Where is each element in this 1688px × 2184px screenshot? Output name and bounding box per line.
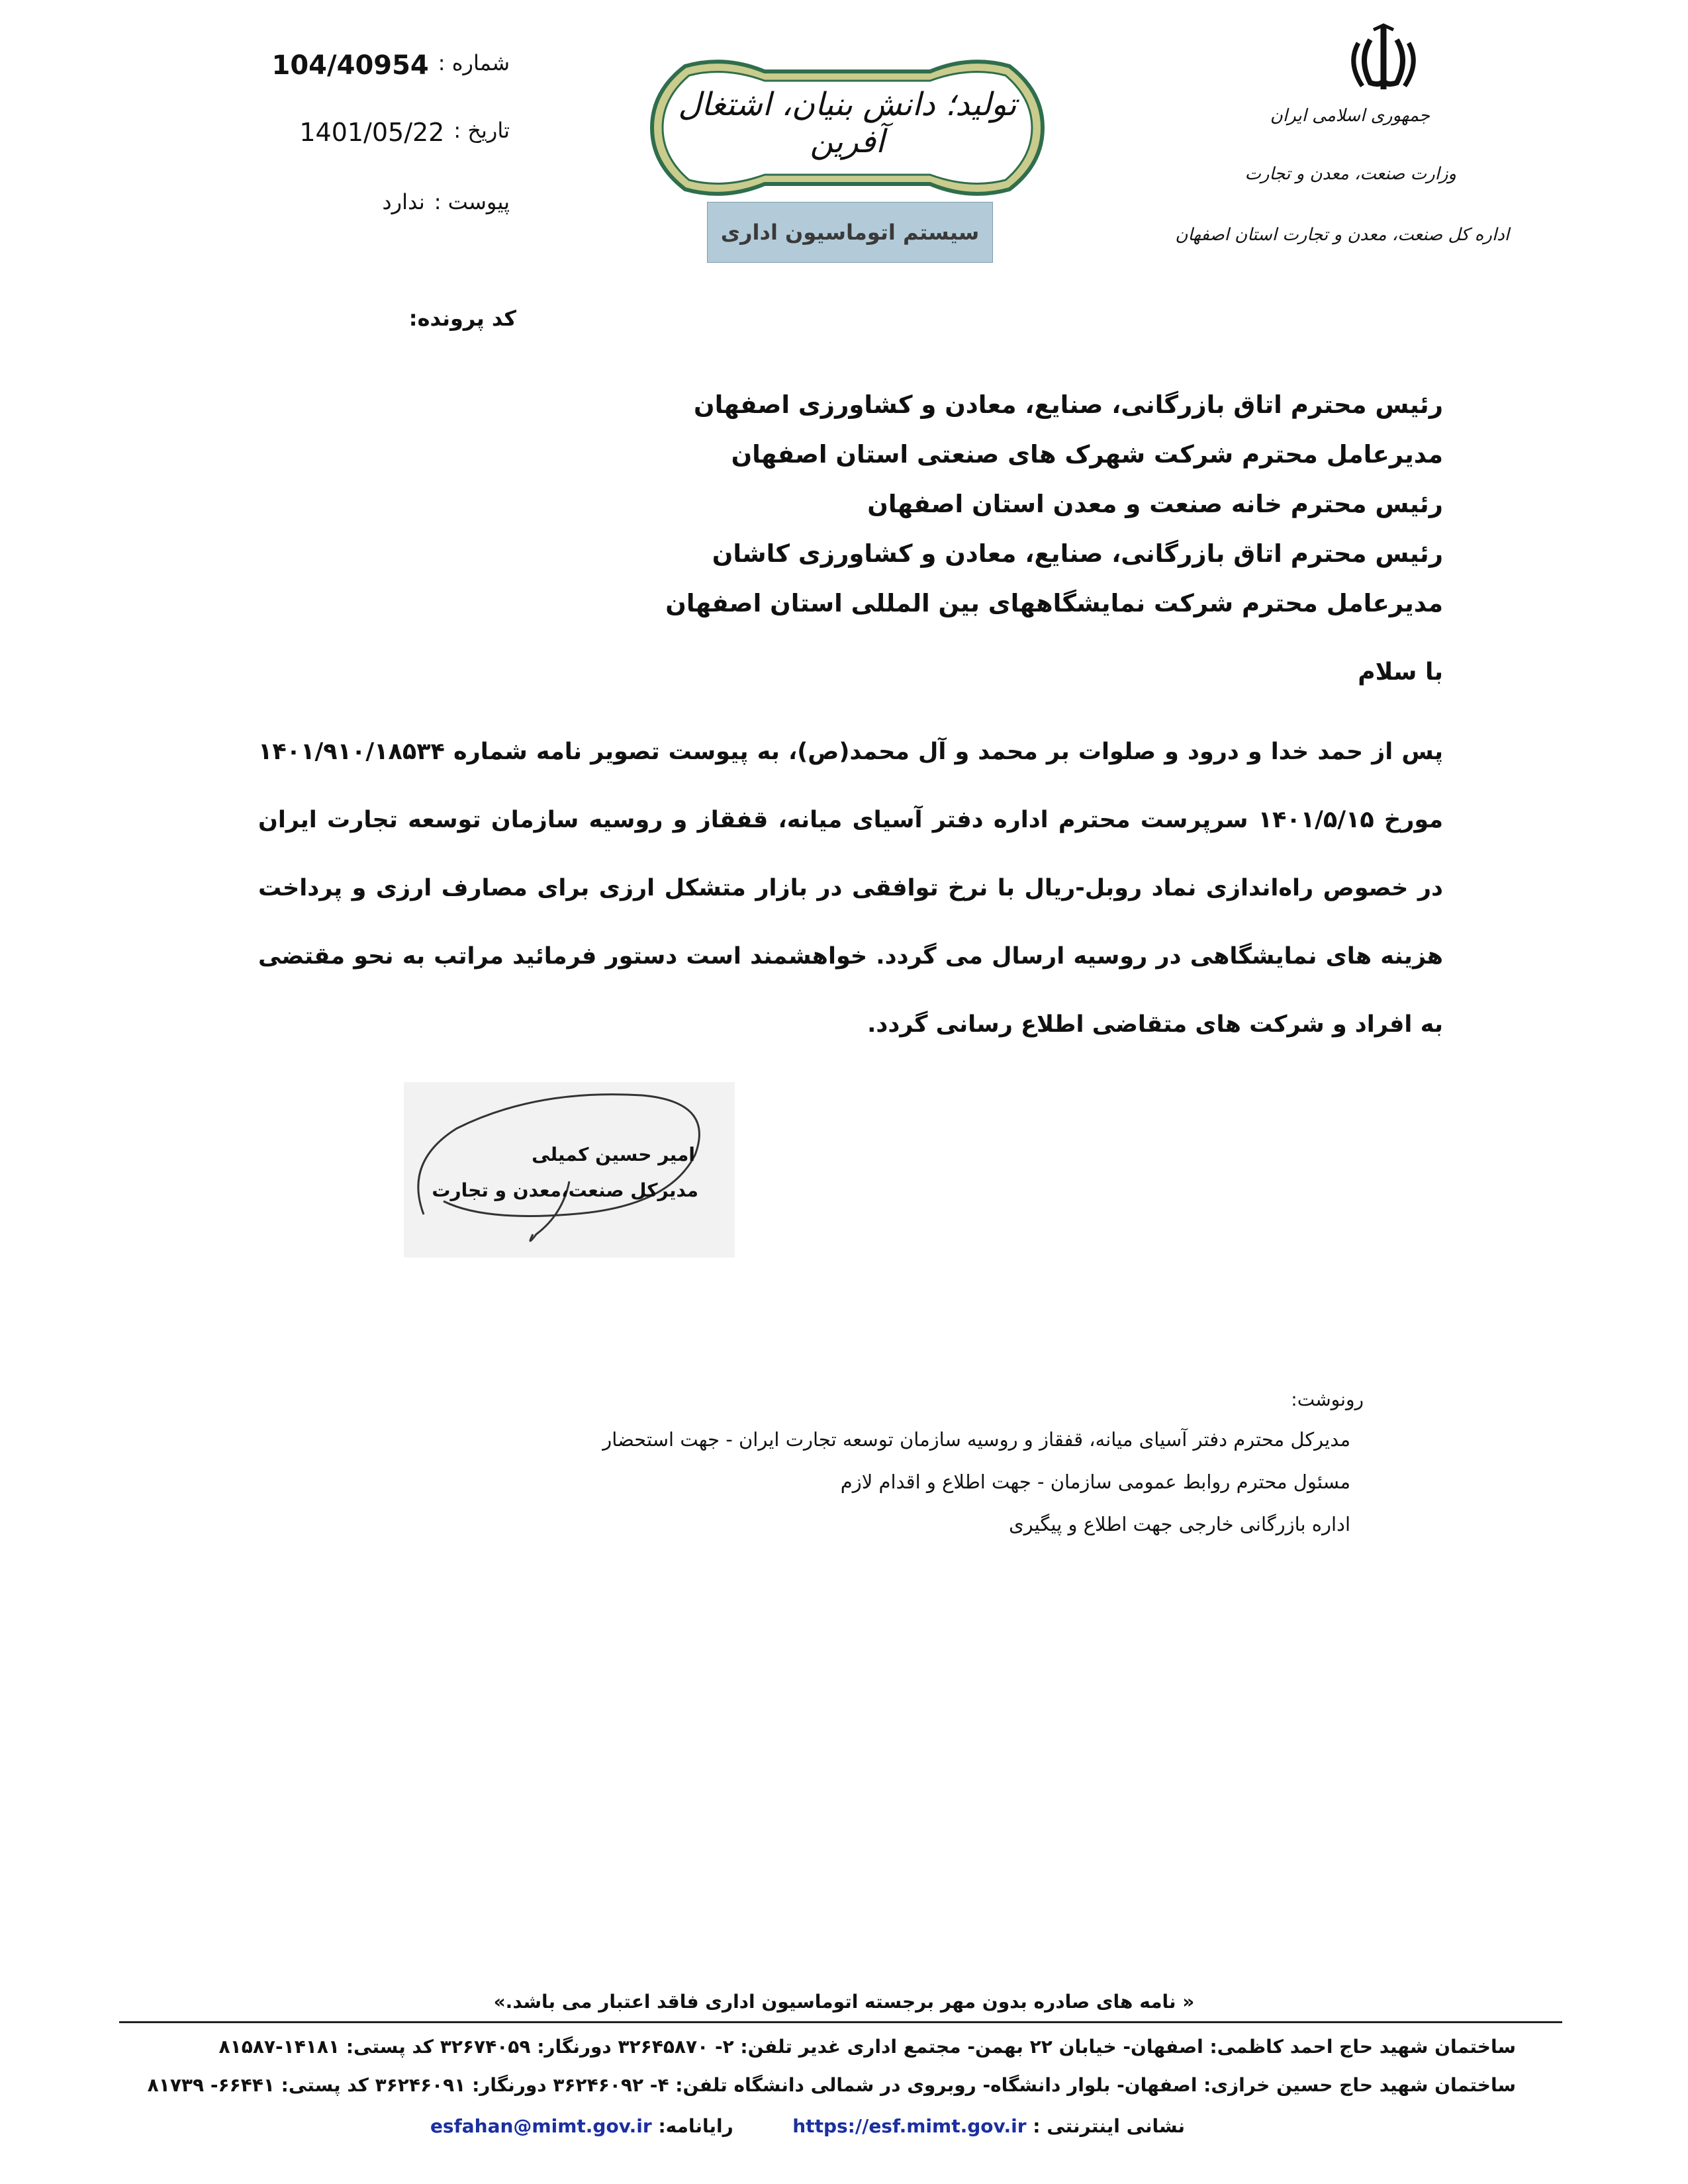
website-label: نشانی اینترنتی : [1033, 2115, 1185, 2137]
country-name: جمهوری اسلامی ایران [1270, 106, 1430, 126]
recipient-line: رئیس محترم اتاق بازرگانی، صنایع، معادن و کشاورزی کاشان [712, 539, 1443, 568]
recipient-line: مدیرعامل محترم شرکت شهرک های صنعتی استان اصفهان [731, 440, 1443, 469]
greeting: با سلام [1358, 659, 1443, 686]
cc-item: اداره بازرگانی خارجی جهت اطلاع و پیگیری [1008, 1513, 1350, 1535]
letter-date-label: تاریخ : [453, 118, 510, 143]
slogan: تولید؛ دانش بنیان، اشتغال آفرین [678, 86, 1017, 160]
footer-address-2: ساختمان شهید حاج حسین خرازی: اصفهان- بلوار دانشگاه- روبروی در شمالی دانشگاه تلفن: ۴- ۳۶۲۴۶۰۹۲ دورنگار: ۳۶۲۴۶۰۹۱ کد پستی: ۶۶۴۴۱- ۸۱۷۳۹ [147, 2074, 1516, 2096]
file-code-label: کد پرونده: [408, 306, 516, 331]
department-name: اداره کل صنعت، معدن و تجارت استان اصفهان [1175, 225, 1509, 245]
letter-number-value: 104/40954 [271, 50, 429, 81]
footer-address-1: ساختمان شهید حاج احمد کاظمی: اصفهان- خیابان ۲۲ بهمن- مجتمع اداری غدیر تلفن: ۲- ۳۲۶۴۵۸۷۰ دورنگار: ۳۲۶۷۴۰۵۹ کد پستی: ۱۴۱۸۱-۸۱۵۸۷ [218, 2036, 1516, 2058]
letter-date-row [299, 118, 510, 147]
signature-scribble-icon [404, 1082, 735, 1257]
recipient-line: رئیس محترم اتاق بازرگانی، صنایع، معادن و کشاورزی اصفهان [694, 390, 1443, 419]
ministry-name: وزارت صنعت، معدن و تجارت [1244, 164, 1456, 184]
footer-contact-row [430, 2115, 1185, 2137]
website-link[interactable]: https://esf.mimt.gov.ir [792, 2115, 1027, 2137]
letter-body: پس از حمد خدا و درود و صلوات بر محمد و آل محمد(ص)، به پیوست تصویر نامه شماره ۱۴۰۱/۹۱۰/۱۸۵۳۴ مورخ ۱۴۰۱/۵/۱۵ سرپرست محترم اداره دفتر آسیای میانه، قفقاز و روسیه سازمان توسعه تجارت ایران در خصوص راه‌اندازی نماد روبل-ریال با نرخ توافقی در بازار متشکل ارزی برای مصارف ارزی و پرداخت هزینه های نمایشگاهی در روسیه ارسال می گردد. خواهشمند است دستور فرمائید مراتب به نحو مقتضی به افراد و شرکت های متقاضی اطلاع رسانی گردد. [258, 739, 1443, 1038]
attachment-label: پیوست : [434, 189, 510, 214]
footer-validity-note: « نامه های صادره بدون مهر برجسته اتوماسیون اداری فاقد اعتبار می باشد.» [493, 1991, 1195, 2013]
signatory-name: امیر حسین کمیلی [532, 1144, 695, 1165]
recipient-line: رئیس محترم خانه صنعت و معدن استان اصفهان [867, 490, 1443, 518]
letter-number-label: شماره : [438, 50, 510, 75]
cc-heading: رونوشت: [1291, 1388, 1364, 1410]
recipient-line: مدیرعامل محترم شرکت نمایشگاههای بین المللی استان اصفهان [665, 589, 1443, 617]
iran-emblem-icon [1344, 20, 1423, 99]
signatory-title: مدیرکل صنعت،معدن و تجارت [432, 1179, 698, 1201]
cc-item: مدیرکل محترم دفتر آسیای میانه، قفقاز و روسیه سازمان توسعه تجارت ایران - جهت استحضار [602, 1428, 1350, 1451]
automation-system-badge: سیستم اتوماسیون اداری [707, 202, 993, 263]
footer-divider [119, 2021, 1562, 2023]
attachment-value: ندارد [382, 189, 425, 214]
letter-date-value: 1401/05/22 [299, 118, 445, 147]
email-label: رایانامه: [658, 2115, 733, 2137]
attachment-row [382, 189, 510, 214]
email-link[interactable]: esfahan@mimt.gov.ir [430, 2115, 652, 2137]
cc-item: مسئول محترم روابط عمومی سازمان - جهت اطلاع و اقدام لازم [840, 1471, 1350, 1493]
letter-number-row [272, 50, 510, 81]
